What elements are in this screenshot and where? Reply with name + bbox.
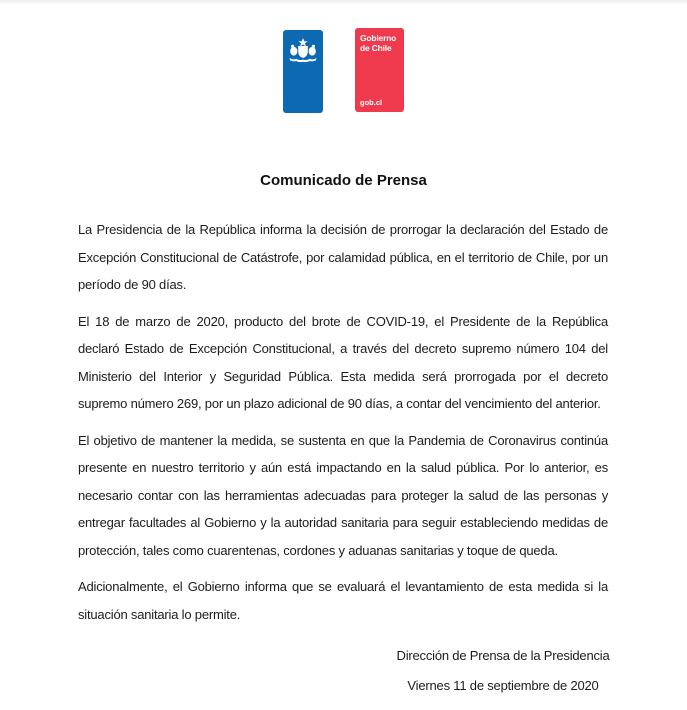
page-top-edge (0, 0, 687, 5)
body-paragraph-3: El objetivo de mantener la medida, se sustenta en que la Pandemia de Coronavirus continúa presente en nuestro territorio y aún está impactando en la salud pública. Por lo anterior, es necesario contar con las herramientas adecuadas para proteger la salud de las personas y entregar facultades al Gobierno y la autoridad sanitaria para seguir estableciendo medidas de protección, tales como cuarentenas, cordones y aduanas sanitarias y toque de queda. (78, 432, 608, 558)
gobierno-logo-wordmark (360, 34, 400, 53)
body-paragraph-4: Adicionalmente, el Gobierno informa que se evaluará el levantamiento de esta medida si la situación sanitaria lo permite. (78, 579, 608, 622)
document-title: Comunicado de Prensa (260, 172, 427, 189)
document-body (78, 216, 608, 637)
body-paragraph-1: La Presidencia de la República informa la decisión de prorrogar la declaración del Estado de Excepción Constitucional de Catástrofe, por calamidad pública, en el territorio de Chile, por un período de 90 días. (78, 222, 608, 292)
gobierno-de-chile-logo (355, 28, 404, 112)
gobierno-logo-line2: de Chile (360, 42, 392, 53)
signature-date: Viernes 11 de septiembre de 2020 (407, 678, 599, 693)
gobierno-logo-line1: Gobierno (360, 33, 397, 43)
chile-coat-of-arms-logo (283, 30, 323, 113)
signature-block (353, 641, 653, 701)
gobcl-label: gob.cl (360, 98, 383, 107)
signature-office: Dirección de Prensa de la Presidencia (396, 648, 610, 663)
government-logos (0, 28, 687, 113)
chile-coat-of-arms-icon (287, 37, 319, 63)
body-paragraph-2: El 18 de marzo de 2020, producto del brote de COVID-19, el Presidente de la República declaró Estado de Excepción Constitucional, a través del decreto supremo número 104 del Ministerio del Interior y Seguridad Pública. Esta medida será prorrogada por el decreto supremo número 269, por un plazo adicional de 90 días, a contar del vencimiento del anterior. (78, 313, 608, 411)
